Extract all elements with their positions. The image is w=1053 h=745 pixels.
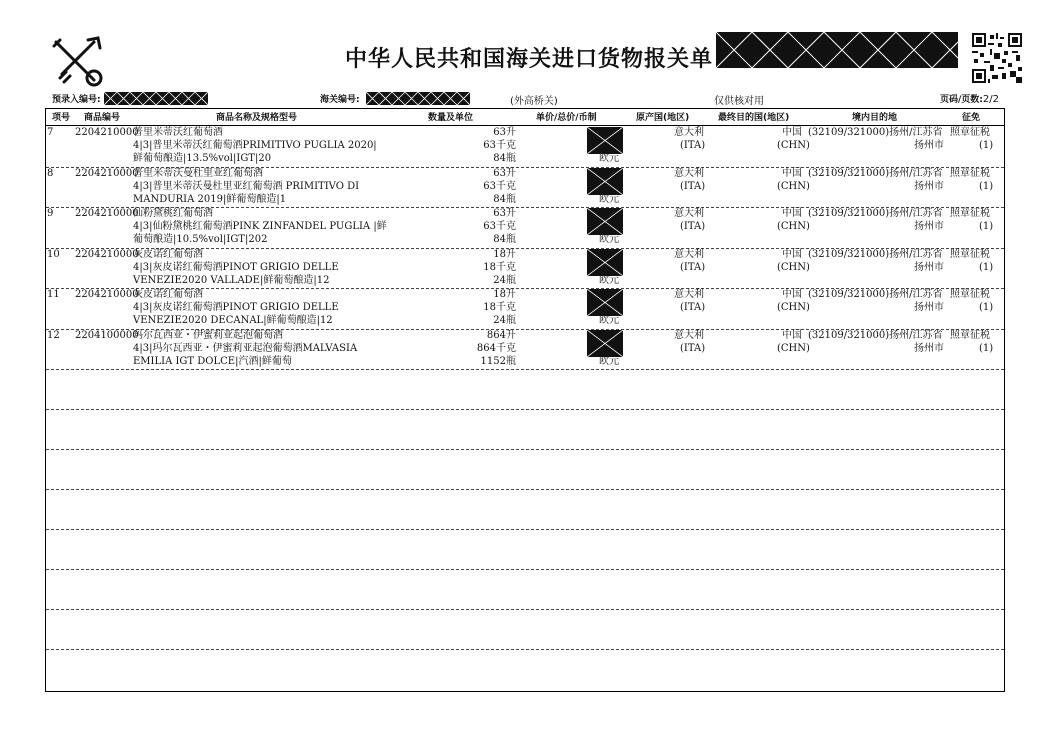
origin-code: (ITA) <box>680 261 706 273</box>
quantity: 63千克 <box>483 180 516 192</box>
col-domestic-destination: 境内目的地 <box>852 113 898 123</box>
commodity-spec: 葡萄酿造|10.5%vol|IGT|202 <box>133 234 268 245</box>
commodity-name: 灰皮诺红葡萄酒 <box>133 248 203 260</box>
col-exemption: 征免 <box>962 113 981 123</box>
destination-code: (CHN) <box>777 342 810 354</box>
item-no: 12 <box>47 329 60 341</box>
col-price-currency: 单价/总价/币制 <box>536 113 597 123</box>
col-quantity-unit: 数量及单位 <box>428 113 474 123</box>
origin-code: (ITA) <box>680 180 706 192</box>
currency: 欧元 <box>599 153 619 164</box>
destination-code: (CHN) <box>777 261 810 273</box>
domestic-destination: (32109/321000)扬州/江苏省 <box>808 289 943 300</box>
redacted-customs-number <box>366 92 470 105</box>
commodity-spec: 4|3|普里米蒂沃红葡萄酒PRIMITIVO PUGLIA 2020| <box>133 140 377 151</box>
domestic-destination: (32109/321000)扬州/江苏省 <box>808 329 943 341</box>
redacted-price <box>587 289 623 316</box>
quantity: 18千克 <box>483 261 516 273</box>
redacted-price <box>587 168 623 195</box>
exemption: 照章征税 <box>950 329 990 341</box>
qr-code-icon <box>972 33 1022 83</box>
customs-number: 海关编号: <box>320 95 360 105</box>
quantity: 18升 <box>493 289 516 300</box>
item-no: 7 <box>47 127 54 138</box>
destination-country: 中国 <box>782 289 802 300</box>
domestic-destination: (32109/321000)扬州/江苏省 <box>808 127 943 138</box>
origin-country: 意大利 <box>674 167 704 179</box>
redacted-price <box>587 330 623 357</box>
origin-country: 意大利 <box>674 289 704 300</box>
check-only-note: 仅供核对用 <box>714 96 764 107</box>
commodity-code: 2204210000 <box>75 167 139 179</box>
row-divider <box>46 369 1004 370</box>
quantity: 63千克 <box>483 140 516 151</box>
quantity: 63升 <box>493 208 516 219</box>
destination-code: (CHN) <box>777 140 810 151</box>
redacted-price <box>587 127 623 154</box>
quantity: 24瓶 <box>493 315 516 326</box>
col-commodity-code: 商品编号 <box>84 113 121 123</box>
commodity-spec: 4|3|普里米蒂沃曼杜里亚红葡萄酒 PRIMITIVO DI <box>133 180 360 192</box>
currency: 欧元 <box>599 274 619 286</box>
quantity: 18升 <box>493 248 516 260</box>
destination-country: 中国 <box>782 167 802 179</box>
domestic-city: 扬州市 <box>914 140 944 151</box>
domestic-city: 扬州市 <box>914 342 944 354</box>
divider <box>46 569 1004 570</box>
exemption: 照章征税 <box>950 289 990 300</box>
commodity-spec: 4|3|玛尔瓦西亚・伊蜜莉亚起泡葡萄酒MALVASIA <box>133 342 358 354</box>
divider <box>46 449 1004 450</box>
quantity: 63升 <box>493 127 516 138</box>
origin-country: 意大利 <box>674 329 704 341</box>
destination-code: (CHN) <box>777 180 810 192</box>
col-item-no: 项号 <box>52 113 71 123</box>
exemption-code: (1) <box>979 342 994 354</box>
commodity-spec: 4|3|灰皮诺红葡萄酒PINOT GRIGIO DELLE <box>133 302 339 313</box>
commodity-code: 2204210000 <box>75 208 139 219</box>
commodity-name: 普里米蒂沃曼杜里亚红葡萄酒 <box>133 167 263 179</box>
customs-emblem-logo <box>50 34 106 88</box>
commodity-spec: EMILIA IGT DOLCE|汽酒|鲜葡萄 <box>133 355 292 367</box>
redacted-price <box>587 249 623 276</box>
origin-country: 意大利 <box>674 127 704 138</box>
origin-code: (ITA) <box>680 342 706 354</box>
col-origin-country: 原产国(地区) <box>636 113 690 123</box>
exemption-code: (1) <box>979 140 994 151</box>
col-final-destination: 最终目的国(地区) <box>718 113 790 123</box>
divider <box>46 529 1004 530</box>
quantity: 84瓶 <box>493 234 516 245</box>
destination-code: (CHN) <box>777 302 810 313</box>
item-no: 10 <box>47 248 60 260</box>
exemption: 照章征税 <box>950 208 990 219</box>
exemption-code: (1) <box>979 221 994 232</box>
quantity: 18千克 <box>483 302 516 313</box>
customs-port: (外高桥关) <box>510 96 558 107</box>
destination-country: 中国 <box>782 329 802 341</box>
exemption: 照章征税 <box>950 248 990 260</box>
domestic-city: 扬州市 <box>914 302 944 313</box>
divider <box>46 409 1004 410</box>
col-commodity-name: 商品名称及规格型号 <box>216 113 298 123</box>
item-no: 8 <box>47 167 54 179</box>
commodity-spec: 鲜葡萄酿造|13.5%vol|IGT|20 <box>133 153 272 164</box>
commodity-name: 灰皮诺红葡萄酒 <box>133 289 203 300</box>
origin-country: 意大利 <box>674 208 704 219</box>
origin-code: (ITA) <box>680 221 706 232</box>
pre-entry-number: 预录入编号: <box>52 95 101 105</box>
destination-country: 中国 <box>782 208 802 219</box>
quantity: 24瓶 <box>493 274 516 286</box>
redacted-pre-entry <box>104 92 208 105</box>
currency: 欧元 <box>599 355 619 367</box>
item-no: 11 <box>47 289 60 300</box>
page-number: 页码/页数:2/2 <box>940 94 999 105</box>
quantity: 864升 <box>486 329 516 341</box>
destination-country: 中国 <box>782 127 802 138</box>
divider <box>46 649 1004 650</box>
exemption: 照章征税 <box>950 127 990 138</box>
header-divider <box>46 125 1004 126</box>
commodity-code: 2204100000 <box>75 329 139 341</box>
currency: 欧元 <box>599 193 619 205</box>
divider <box>46 609 1004 610</box>
destination-code: (CHN) <box>777 221 810 232</box>
exemption-code: (1) <box>979 180 994 192</box>
quantity: 84瓶 <box>493 193 516 205</box>
domestic-city: 扬州市 <box>914 180 944 192</box>
divider <box>46 489 1004 490</box>
quantity: 864千克 <box>476 342 516 354</box>
commodity-code: 2204210000 <box>75 127 139 138</box>
commodity-spec: MANDURIA 2019|鲜葡萄酿造|1 <box>133 193 287 205</box>
commodity-name: 普里米蒂沃红葡萄酒 <box>133 127 223 138</box>
currency: 欧元 <box>599 234 619 245</box>
quantity: 84瓶 <box>493 153 516 164</box>
commodity-spec: VENEZIE2020 DECANAL|鲜葡萄酿造|12 <box>133 315 333 326</box>
item-no: 9 <box>47 208 54 219</box>
redacted-block <box>716 32 958 68</box>
origin-code: (ITA) <box>680 140 706 151</box>
exemption: 照章征税 <box>950 167 990 179</box>
commodity-spec: 4|3|仙粉黛桃红葡萄酒PINK ZINFANDEL PUGLIA |鲜 <box>133 221 387 232</box>
currency: 欧元 <box>599 315 619 326</box>
commodity-code: 2204210000 <box>75 248 139 260</box>
commodity-name: 仙粉黛桃红葡萄酒 <box>133 208 213 219</box>
quantity: 63升 <box>493 167 516 179</box>
redacted-price <box>587 208 623 235</box>
domestic-destination: (32109/321000)扬州/江苏省 <box>808 167 943 179</box>
origin-country: 意大利 <box>674 248 704 260</box>
destination-country: 中国 <box>782 248 802 260</box>
commodity-code: 2204210000 <box>75 289 139 300</box>
quantity: 63千克 <box>483 221 516 232</box>
exemption-code: (1) <box>979 261 994 273</box>
domestic-city: 扬州市 <box>914 261 944 273</box>
commodity-name: 玛尔瓦西亚・伊蜜莉亚起泡葡萄酒 <box>133 329 283 341</box>
exemption-code: (1) <box>979 302 994 313</box>
domestic-city: 扬州市 <box>914 221 944 232</box>
page-title: 中华人民共和国海关进口货物报关单 <box>345 47 714 72</box>
commodity-spec: VENEZIE2020 VALLADE|鲜葡萄酿造|12 <box>133 274 330 286</box>
origin-code: (ITA) <box>680 302 706 313</box>
commodity-spec: 4|3|灰皮诺红葡萄酒PINOT GRIGIO DELLE <box>133 261 339 273</box>
quantity: 1152瓶 <box>480 355 516 367</box>
domestic-destination: (32109/321000)扬州/江苏省 <box>808 248 943 260</box>
domestic-destination: (32109/321000)扬州/江苏省 <box>808 208 943 219</box>
